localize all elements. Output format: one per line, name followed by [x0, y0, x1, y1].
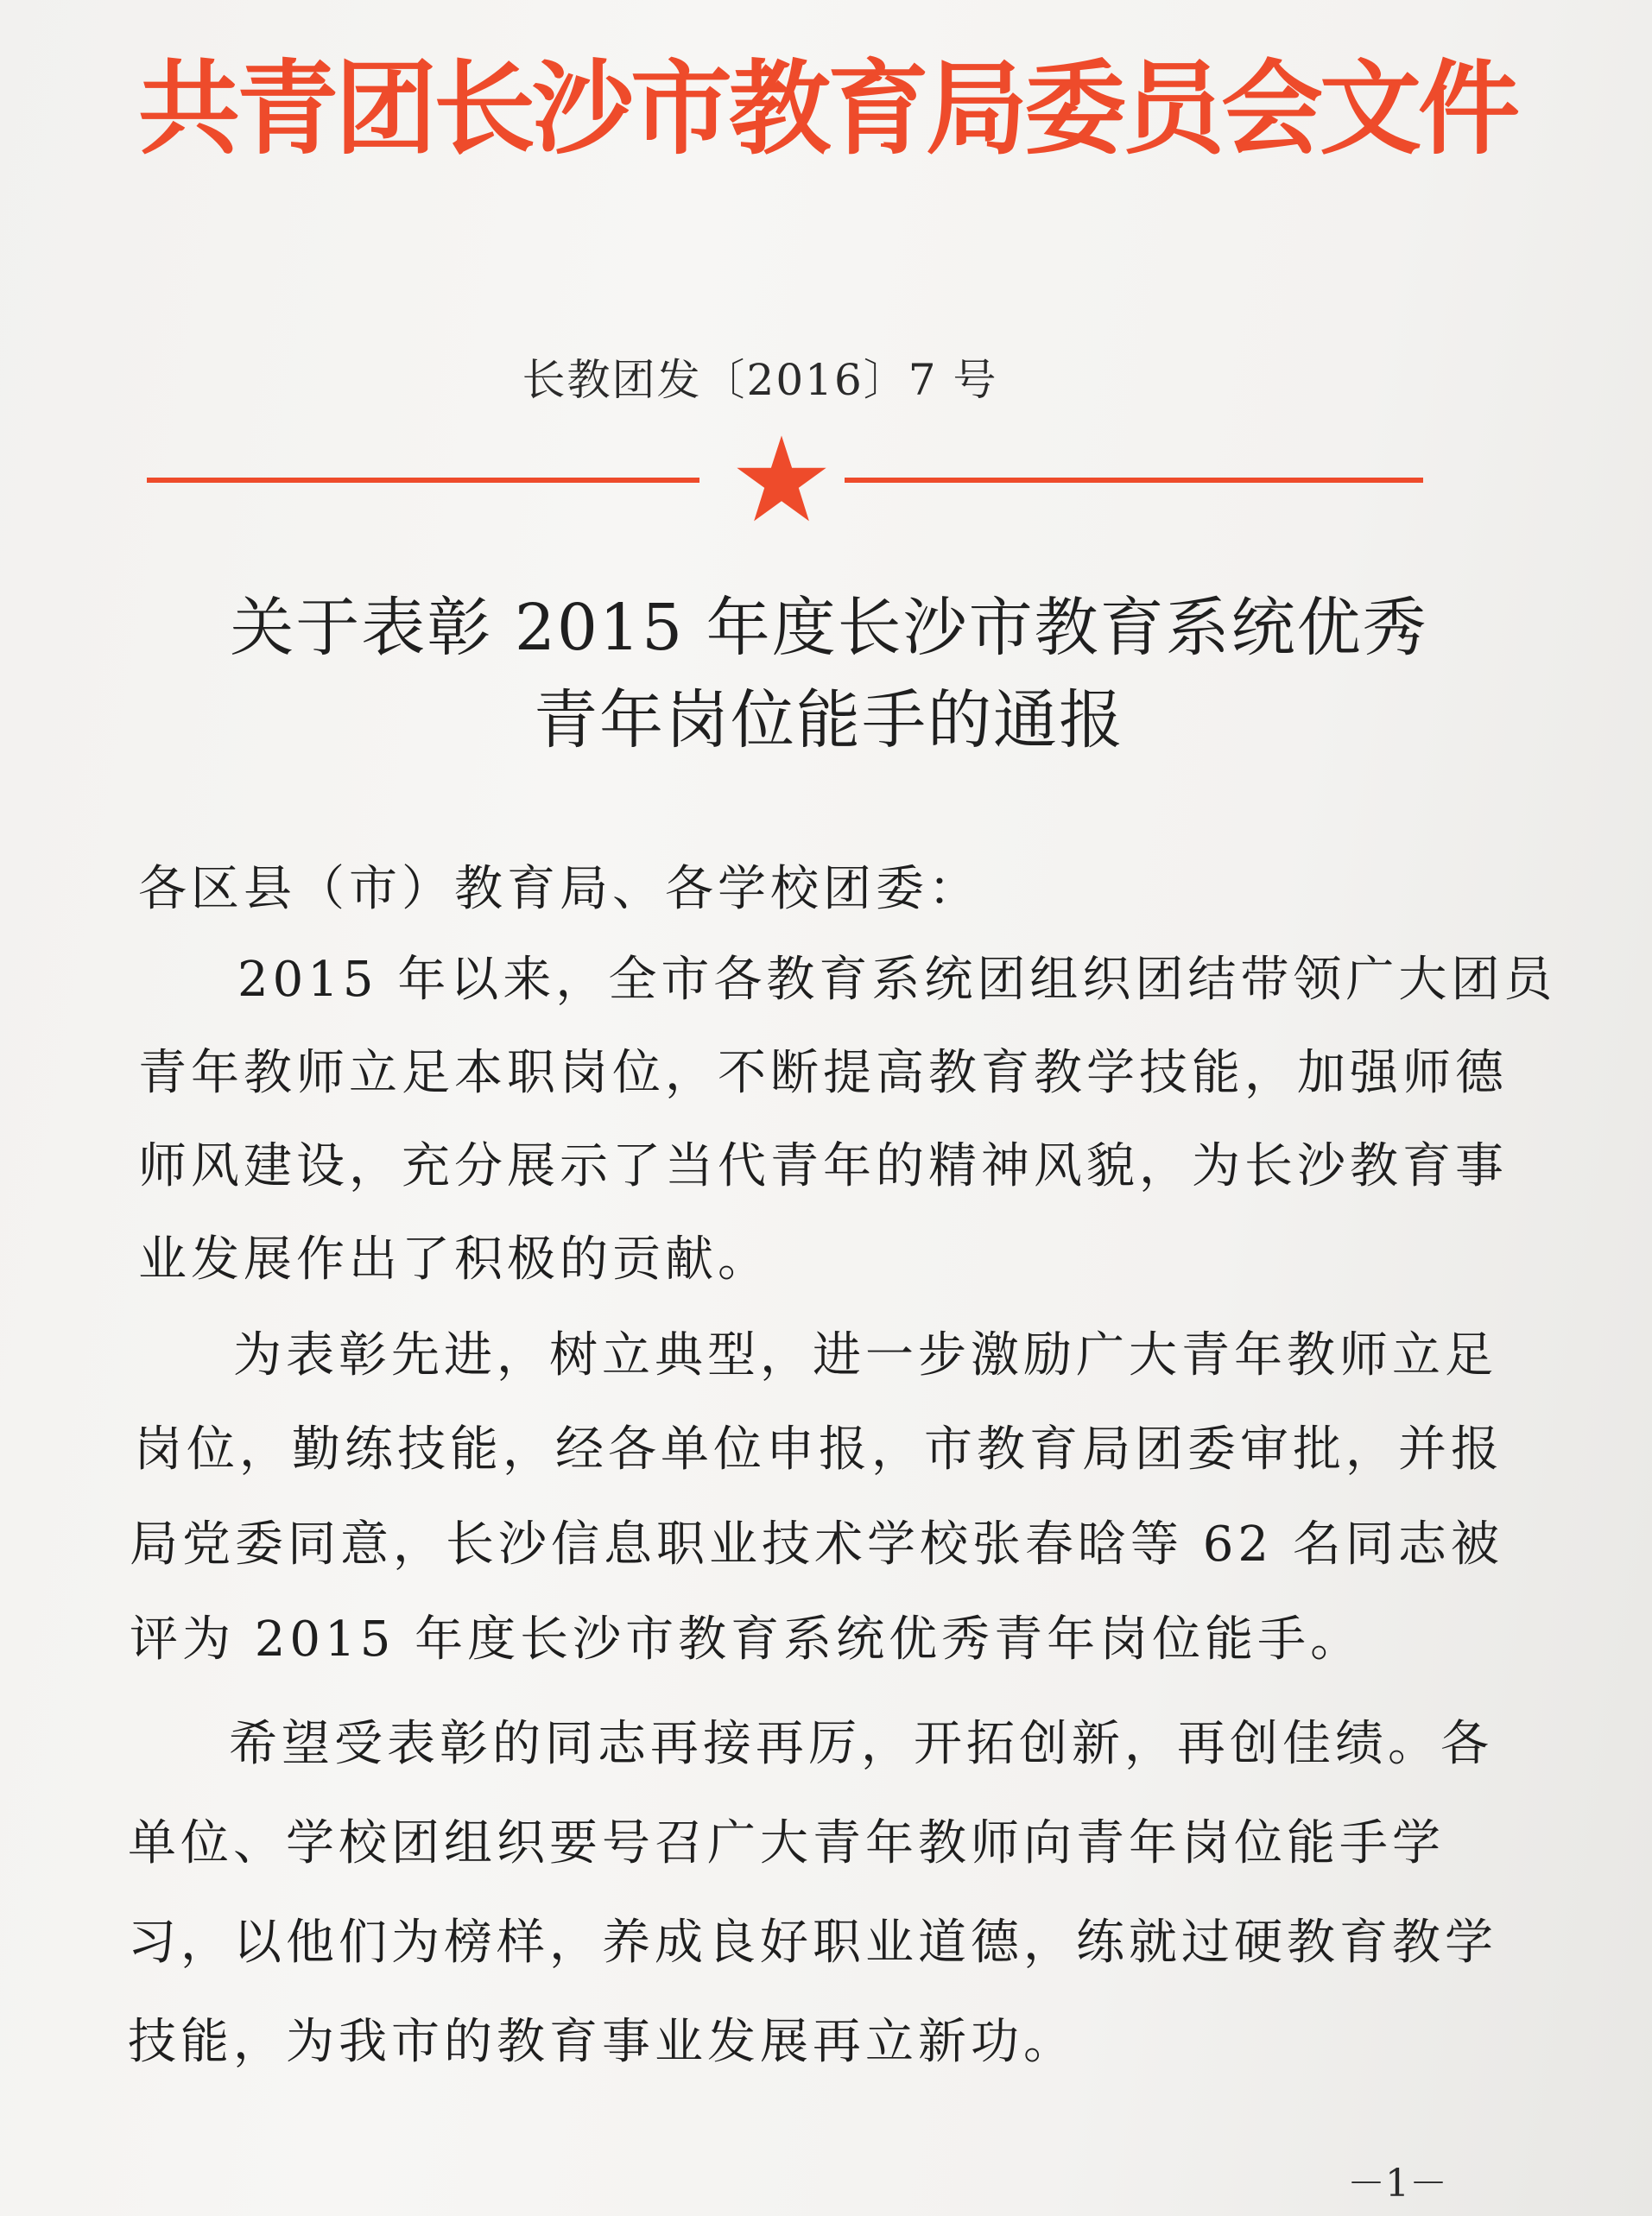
paragraph-3-line: 希望受表彰的同志再接再厉，开拓创新，再创佳绩。各	[229, 1716, 1493, 1772]
header-divider-left	[147, 478, 699, 483]
paragraph-2-line: 为表彰先进，树立典型，进一步激励广大青年教师立足	[233, 1327, 1497, 1383]
paragraph-3-line: 习，以他们为榜样，养成良好职业道德，练就过硬教育教学	[128, 1915, 1497, 1971]
paragraph-1-line: 青年教师立足本职岗位，不断提高教育教学技能，加强师德	[138, 1045, 1508, 1101]
paragraph-2-line: 局党委同意，长沙信息职业技术学校张春晗等 62 名同志被	[130, 1516, 1503, 1573]
paragraph-2-line: 评为 2015 年度长沙市教育系统优秀青年岗位能手。	[130, 1611, 1364, 1668]
paragraph-1-line: 2015 年以来，全市各教育系统团组织团结带领广大团员	[237, 952, 1557, 1008]
salutation: 各区县（市）教育局、各学校团委：	[138, 861, 981, 917]
notice-title-line-2: 青年岗位能手的通报	[534, 683, 1124, 757]
paragraph-2-line: 岗位，勤练技能，经各单位申报，市教育局团委审批，并报	[134, 1421, 1503, 1478]
paragraph-3-line: 技能，为我市的教育事业发展再立新功。	[128, 2014, 1076, 2070]
red-star-icon	[734, 432, 829, 527]
page-number: －1－	[1347, 2162, 1447, 2206]
document-header-title: 共青团长沙市教育局委员会文件	[138, 48, 1517, 168]
paragraph-1-line: 业发展作出了积极的贡献。	[138, 1231, 770, 1288]
paragraph-1-line: 师风建设，充分展示了当代青年的精神风貌，为长沙教育事	[138, 1138, 1508, 1194]
header-divider-right	[845, 478, 1423, 483]
paragraph-3-line: 单位、学校团组织要号召广大青年教师向青年岗位能手学	[128, 1815, 1445, 1871]
document-number: 长教团发〔2016〕7 号	[522, 355, 998, 405]
notice-title-line-1: 关于表彰 2015 年度长沙市教育系统优秀	[230, 591, 1428, 665]
